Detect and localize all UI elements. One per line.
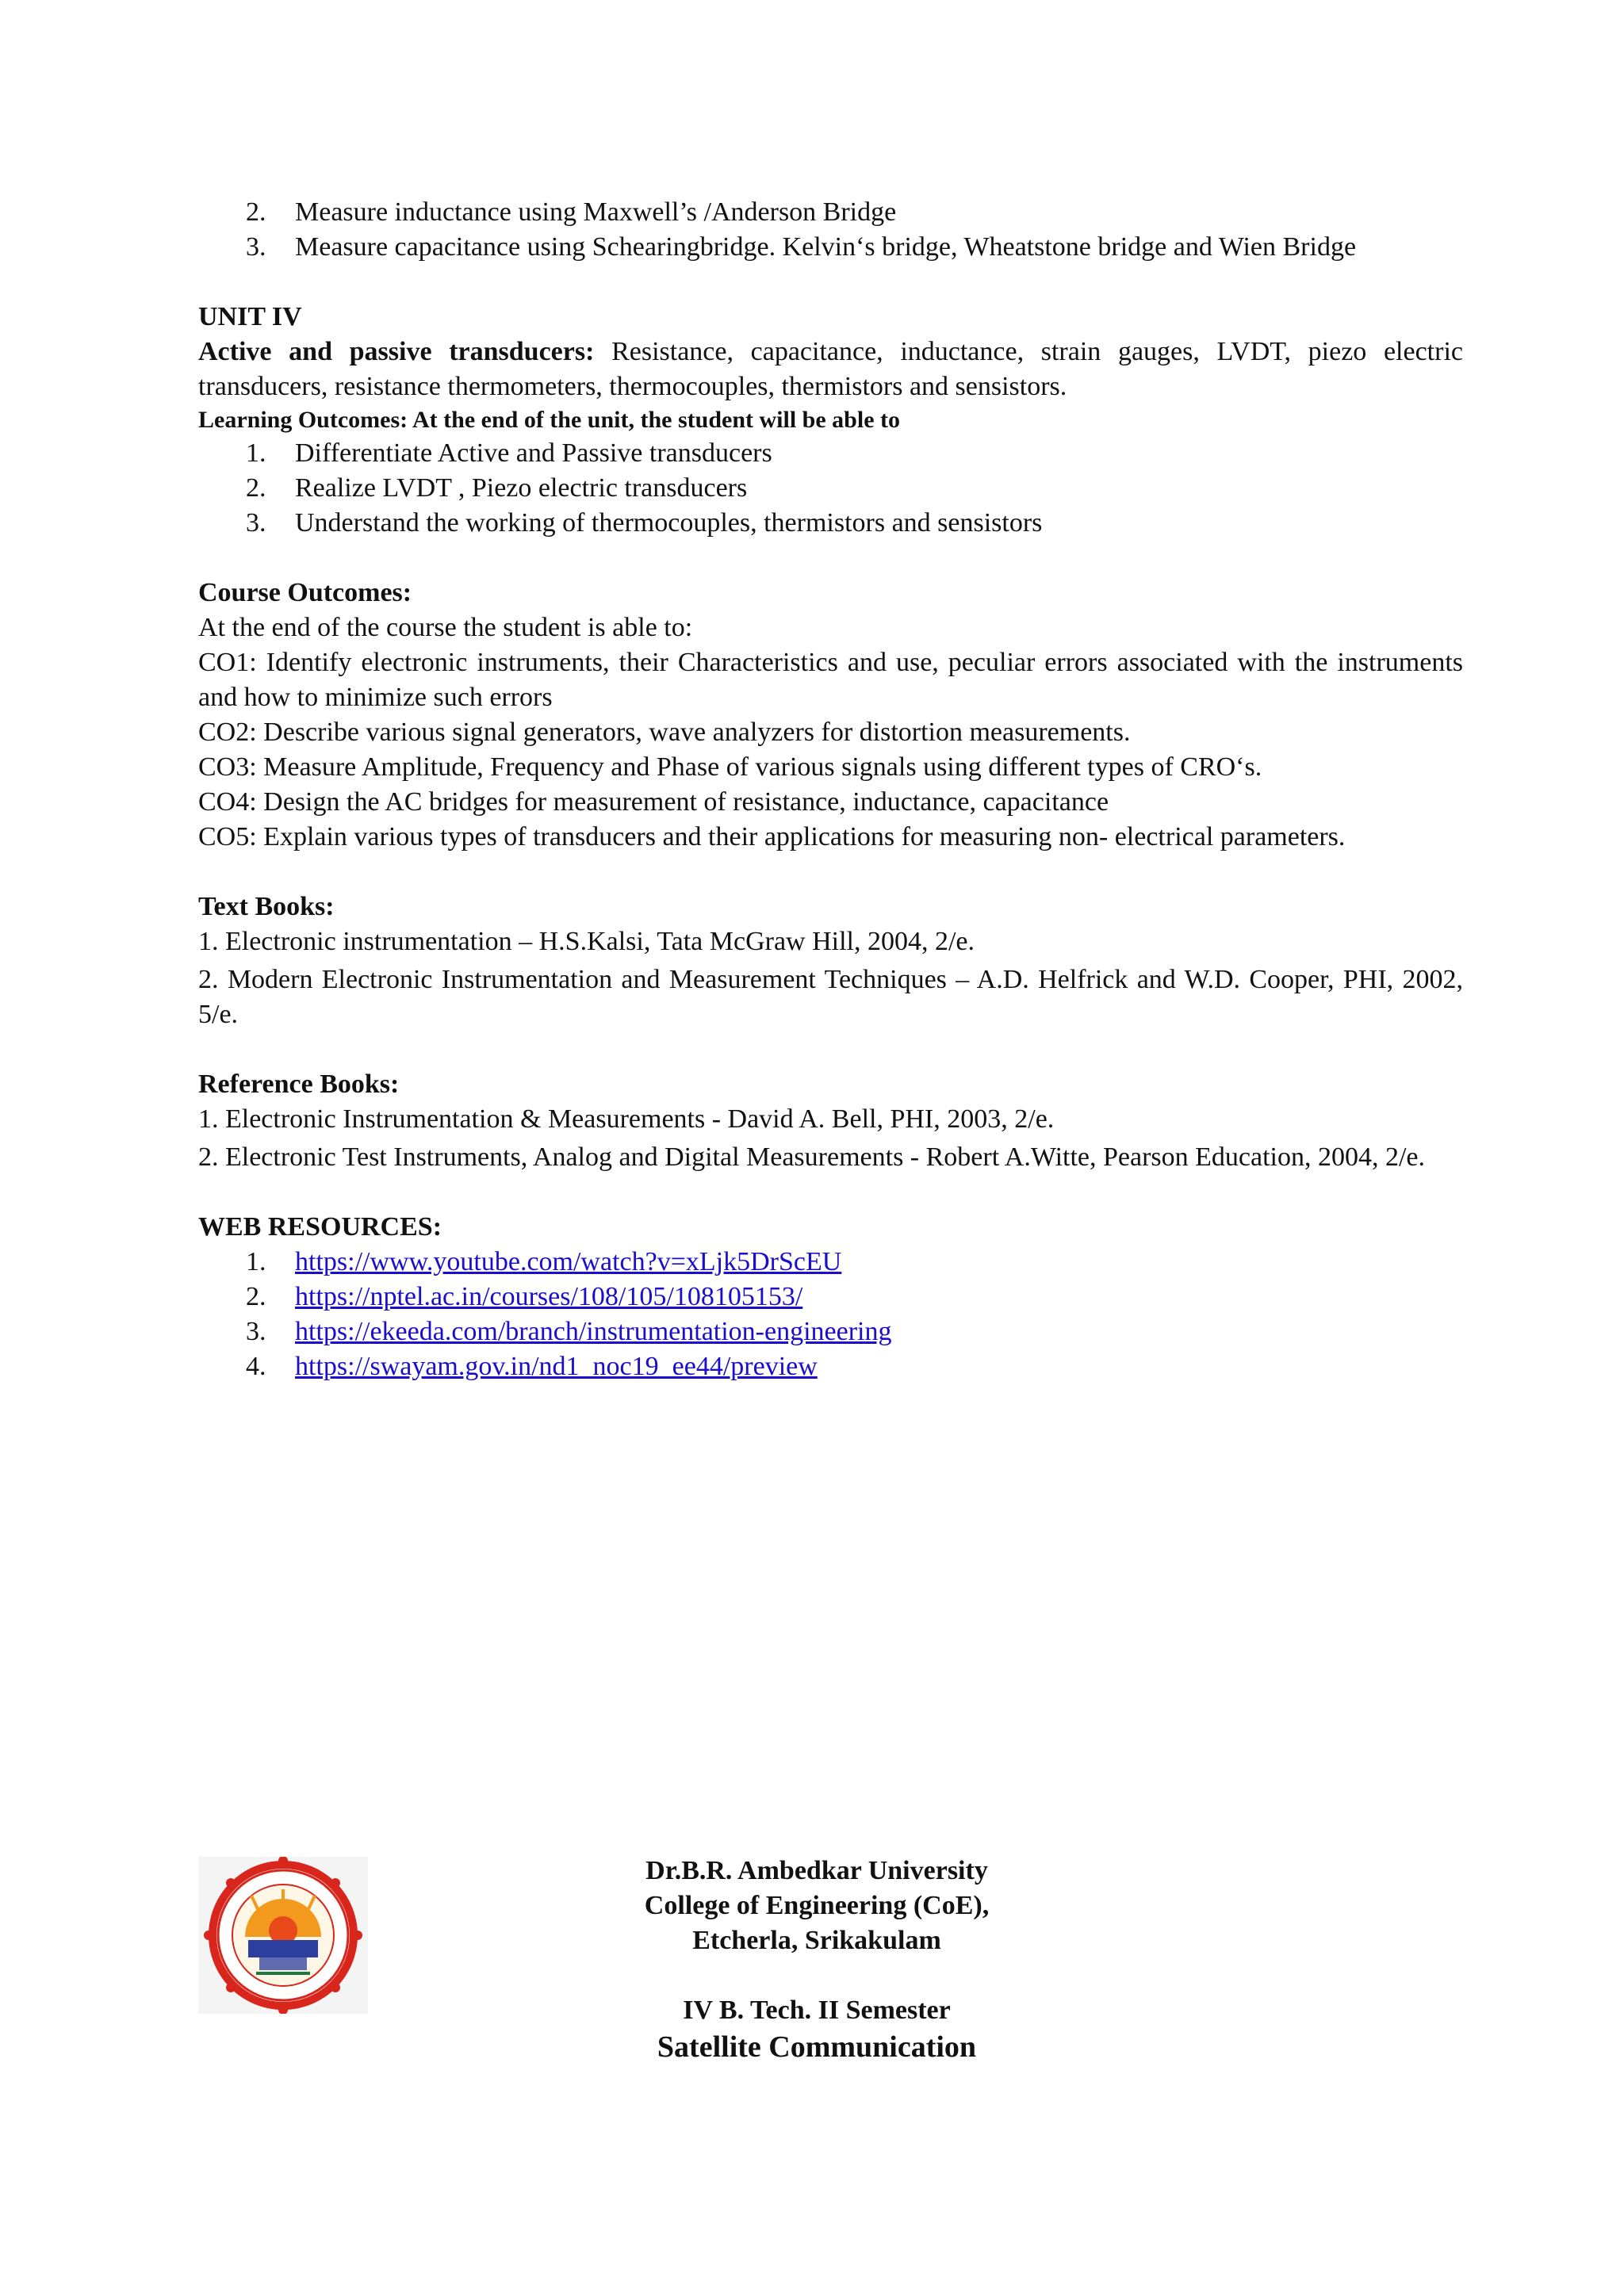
list-item: 3. Measure capacitance using Schearingbridge. Kelvin‘s bridge, Wheatstone bridge and Wien Bridge xyxy=(246,232,1357,262)
web-resource-link[interactable]: https://swayam.gov.in/nd1_noc19_ee44/preview xyxy=(295,1352,818,1381)
institution-block xyxy=(626,1854,1007,2066)
web-resource-link[interactable]: https://nptel.ac.in/courses/108/105/108105153/ xyxy=(295,1282,803,1311)
course-outcome-item: CO3: Measure Amplitude, Frequency and Phase of various signals using different types of CRO‘s. xyxy=(198,752,1262,782)
list-item: 2. Measure inductance using Maxwell’s /Anderson Bridge xyxy=(246,197,897,227)
unit4-topic-title: Active and passive transducers: xyxy=(198,337,595,366)
list-item: 2. https://nptel.ac.in/courses/108/105/108105153/ xyxy=(246,1282,803,1311)
course-outcome-item: CO1: Identify electronic instruments, their Characteristics and use, peculiar errors associated with the instruments and how to minimize such errors xyxy=(198,648,1463,712)
unit4-heading: UNIT IV xyxy=(198,302,302,331)
learning-outcomes-heading: Learning Outcomes: At the end of the unit, the student will be able to xyxy=(198,407,900,433)
list-item: 3. Understand the working of thermocouples, thermistors and sensistors xyxy=(246,508,1043,538)
list-item: 1. Differentiate Active and Passive transducers xyxy=(246,438,772,468)
course-outcome-item: CO4: Design the AC bridges for measurement of resistance, inductance, capacitance xyxy=(198,787,1109,817)
reference-book-item: 1. Electronic Instrumentation & Measurements - David A. Bell, PHI, 2003, 2/e. xyxy=(198,1104,1055,1134)
text-books-heading: Text Books: xyxy=(198,892,335,921)
course-outcome-item: CO5: Explain various types of transducers and their applications for measuring non- electrical parameters. xyxy=(198,822,1346,851)
semester-label: IV B. Tech. II Semester xyxy=(683,1996,951,2025)
text-book-item: 2. Modern Electronic Instrumentation and Measurement Techniques – A.D. Helfrick and W.D. Cooper, PHI, 2002, 5/e. xyxy=(198,965,1463,1029)
list-item: 4. https://swayam.gov.in/nd1_noc19_ee44/preview xyxy=(246,1352,818,1381)
unit4-outcome-list xyxy=(198,436,1463,541)
reference-books-heading: Reference Books: xyxy=(198,1070,400,1099)
web-resources-heading: WEB RESOURCES: xyxy=(198,1212,442,1242)
unit4-topic-text: Resistance, capacitance, inductance, strain gauges, LVDT, piezo electric transducers, resistance thermometers, thermocouples, thermistors and sensistors. xyxy=(198,337,1463,401)
reference-book-item: 2. Electronic Test Instruments, Analog and Digital Measurements - Robert A.Witte, Pearson Education, 2004, 2/e. xyxy=(198,1142,1426,1172)
document-footer xyxy=(198,1854,1463,2091)
college-location: Etcherla, Srikakulam xyxy=(692,1926,941,1955)
university-name: Dr.B.R. Ambedkar University xyxy=(645,1856,988,1885)
course-outcome-item: CO2: Describe various signal generators, wave analyzers for distortion measurements. xyxy=(198,718,1131,747)
web-resource-link[interactable]: https://www.youtube.com/watch?v=xLjk5DrScEU xyxy=(295,1247,842,1276)
web-resources-list xyxy=(198,1245,1463,1384)
college-name: College of Engineering (CoE), xyxy=(644,1891,990,1920)
course-outcomes-intro: At the end of the course the student is able to: xyxy=(198,613,693,642)
unit4-topics xyxy=(198,335,1463,404)
course-title: Satellite Communication xyxy=(657,2030,977,2064)
document-body xyxy=(198,195,1463,1384)
list-item: 3. https://ekeeda.com/branch/instrumentation-engineering xyxy=(246,1317,892,1346)
web-resource-link[interactable]: https://ekeeda.com/branch/instrumentation-engineering xyxy=(295,1317,892,1346)
course-outcomes-heading: Course Outcomes: xyxy=(198,578,412,607)
list-item: 1. https://www.youtube.com/watch?v=xLjk5DrScEU xyxy=(246,1247,842,1276)
list-item: 2. Realize LVDT , Piezo electric transducers xyxy=(246,473,748,503)
university-seal-icon xyxy=(198,1857,368,2014)
unit3-outcome-list xyxy=(198,195,1463,265)
text-book-item: 1. Electronic instrumentation – H.S.Kalsi, Tata McGraw Hill, 2004, 2/e. xyxy=(198,927,975,956)
